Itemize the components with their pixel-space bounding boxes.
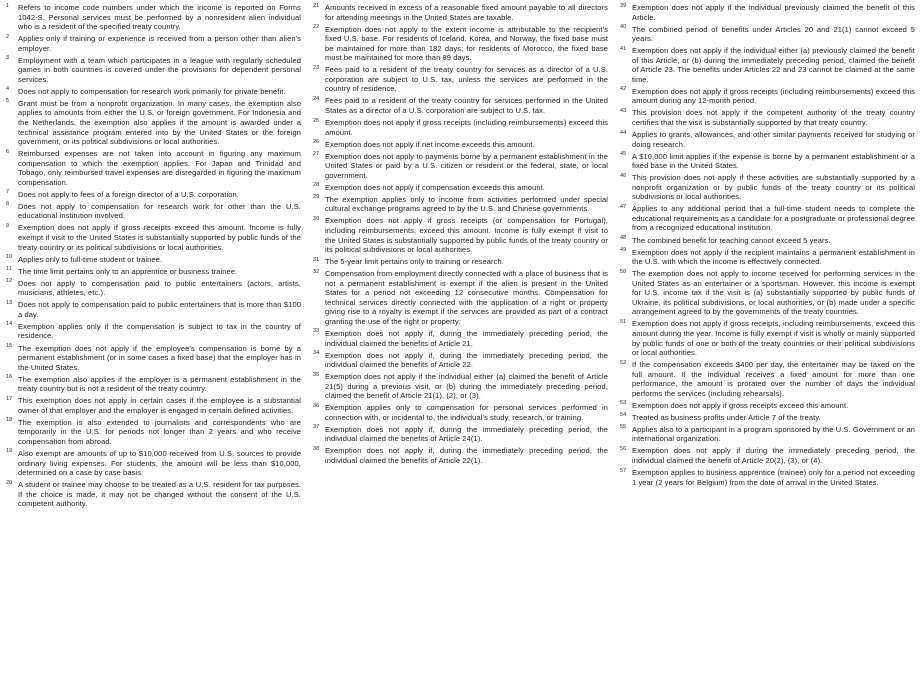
- footnote: [312, 96, 608, 115]
- footnote: [312, 372, 608, 401]
- footnote-number: 7: [6, 189, 10, 196]
- footnote-number: 57: [620, 467, 627, 474]
- footnote: [5, 375, 301, 394]
- footnote-text: Applies only to full-time student or trainee.: [18, 254, 163, 264]
- footnote-number: 23: [313, 64, 320, 71]
- footnote-text: The exemption is also extended to journalists and correspondents who are temporarily in the U.S. for periods not longer than 2 years and who receive compensation from abroad.: [18, 417, 301, 446]
- footnote: [619, 248, 915, 267]
- footnote-number: 28: [313, 182, 320, 189]
- footnote-number: 25: [313, 117, 320, 124]
- footnote-text: The combined benefit for teaching cannot exceed 5 years.: [632, 235, 831, 245]
- footnote-number: 12: [6, 278, 13, 285]
- footnote: [5, 300, 301, 319]
- footnote-number: 4: [6, 86, 10, 93]
- footnote: [619, 173, 915, 202]
- footnote-text: Refers to income code numbers under which the income is reported on Forms 1042-S. Personal services must be performed by a nonresident alien individual who is a resident of the specified treaty country.: [18, 3, 301, 32]
- footnote: [5, 418, 301, 447]
- footnote: [312, 257, 608, 267]
- footnote-number: 19: [6, 448, 13, 455]
- footnote-number: 48: [620, 235, 627, 242]
- footnote-text: The exemption does not apply if the employee's compensation is borne by a permanent establishment (or in some cases a fixed base) that the employer has in the United States.: [18, 343, 301, 372]
- footnote: [312, 216, 608, 254]
- footnote-text: Exemption applies only if the compensation is subject to tax in the country of residence.: [18, 321, 301, 341]
- footnote: [5, 3, 301, 32]
- footnote-text: Exemption does not apply if gross receipts (or compensation for Portugal), including reimbursements, exceed this amount. Income is fully exempt if visit to the United States is substantially supported by public funds of the treaty country or its political subdivisions or local authorities.: [325, 216, 608, 255]
- footnote-number: 16: [6, 374, 13, 381]
- footnote-text: Exemption does not apply if, during the immediately preceding period, the individual claimed the benefits of Article 22.: [325, 350, 608, 370]
- footnote-text: Fees paid to a resident of the treaty country for services as a director of a U.S. corporation are subject to U.S. tax, unless the services are performed in the country of residence.: [325, 65, 608, 94]
- footnote: [5, 255, 301, 265]
- footnote: [5, 267, 301, 277]
- footnote: [5, 449, 301, 478]
- footnote-number: 39: [620, 2, 627, 9]
- footnote: [619, 46, 915, 84]
- footnote-number: 43: [620, 107, 627, 114]
- footnote-number: 54: [620, 412, 627, 419]
- footnote-text: Exemption applies only to compensation for personal services performed in connection with, or incidental to, the individual's study, research, or training.: [325, 403, 608, 422]
- footnote: [312, 152, 608, 181]
- footnote-number: 17: [6, 395, 13, 402]
- footnote: [5, 202, 301, 221]
- footnote: [619, 204, 915, 233]
- footnote-number: 21: [313, 2, 320, 9]
- footnote-number: 20: [6, 479, 13, 486]
- footnote: [312, 446, 608, 465]
- footnote-number: 2: [6, 33, 10, 40]
- footnote-text: Exemption does not apply if, during the immediately preceding period, the individual claimed the benefits of Article 22(1).: [325, 446, 608, 466]
- footnote-number: 1: [6, 2, 10, 9]
- footnote-number: 27: [313, 151, 320, 158]
- footnote-text: Applies only if training or experience is received from a person other than alien's employer.: [18, 34, 301, 53]
- footnote-number: 56: [620, 445, 627, 452]
- footnote-number: 49: [620, 247, 627, 254]
- footnote-text: Exemption does not apply if the individual either (a) claimed the benefit of Article 21(5) during a previous visit, or (b) during the immediately preceding period, claimed the benefit of Article 21(1), (2), or (3).: [325, 372, 608, 401]
- footnote-number: 34: [313, 350, 320, 357]
- footnote-text: Reimbursed expenses are not taken into account in figuring any maximum compensation to which the exemption applies. For Japan and Trinidad and Tobago, only reimbursed travel expenses are disregarded in figuring the maximum compensation.: [18, 149, 301, 187]
- footnote-number: 47: [620, 203, 627, 210]
- footnote-number: 50: [620, 268, 627, 275]
- footnote-number: 31: [313, 256, 320, 263]
- footnote-text: Compensation from employment directly connected with a place of business that is not a permanent establishment is exempt if the alien is present in the United States for a period not exceeding 12 consecutive months. Compensation for technical services directly connected with the application of a right or property giving rise to a royalty is exempt if the services are provided as part of a contract granting the use of the right or property.: [325, 269, 608, 326]
- footnote-text: This provision does not apply if these activities are substantially supported by a nonprofit organization or by public funds of the treaty country or its political subdivisions or local authorities.: [632, 173, 915, 202]
- footnote-text: This exemption does not apply in certain cases if the employee is a substantial owner of that employer and the employer is engaged in certain defined activities.: [18, 396, 301, 415]
- footnote: [312, 425, 608, 444]
- footnote-text: Exemption does not apply if the individual either (a) previously claimed the benefit of this Article, or (b) during the immediately preceding period, claimed the benefit of Article 23. The benefits under Articles 22 and 23 cannot be claimed at the same time.: [632, 46, 915, 84]
- footnote: [5, 322, 301, 341]
- footnote-text: Exemption does not apply if, during the immediately preceding period, the individual claimed the benefits of Article 21.: [325, 328, 608, 348]
- footnote: [619, 468, 915, 487]
- footnote-number: 35: [313, 371, 320, 378]
- footnote-text: Grant must be from a nonprofit organization. In many cases, the exemption also applies to amounts from either the U.S. or foreign government. For Indonesia and the Netherlands, the exemption also applies if the amount is awarded under a technical assistance program entered into by the United States or the foreign government, or its political subdivisions or local authorities.: [18, 98, 301, 147]
- footnote-number: 3: [6, 55, 10, 62]
- footnote: [619, 236, 915, 246]
- footnote-number: 30: [313, 215, 320, 222]
- footnote: [5, 149, 301, 187]
- footnote: [312, 403, 608, 422]
- footnote-number: 29: [313, 194, 320, 201]
- footnote-text: Applies to grants, allowances, and other similar payments received for studying or doing research.: [632, 130, 915, 149]
- footnote-number: 6: [6, 148, 10, 155]
- footnote: [619, 319, 915, 357]
- footnote: [619, 3, 915, 22]
- footnote: [5, 34, 301, 53]
- footnote-number: 24: [313, 95, 320, 102]
- footnote-text: The exemption also applies if the employer is a permanent establishment in the treaty country but is not a resident of the treaty country.: [18, 374, 301, 394]
- footnote-text: The combined period of benefits under Articles 20 and 21(1) cannot exceed 5 years.: [632, 24, 915, 44]
- footnote-text: The exemption does not apply to income received for performing services in the United States as an entertainer or a sportsman. However, this income is exempt for U.S. income tax if the visit is (a) substantially supported by public funds of Ukraine, its political subdivisions, or local authorities, or (b) made under a specific arrangement agreed to by the governments of the treaty countries.: [632, 269, 915, 317]
- footnote-number: 10: [6, 254, 13, 261]
- footnote-text: Does not apply to compensation paid to public entertainers (actors, artists, musicians, athletes, etc.).: [18, 278, 301, 298]
- footnote-text: Amounts received in excess of a reasonable fixed amount payable to all directors for attending meetings in the United States are taxable.: [325, 3, 608, 22]
- footnote: [619, 108, 915, 127]
- footnote-number: 45: [620, 151, 627, 158]
- footnote-text: Does not apply to compensation paid to public entertainers that is more than $100 a day.: [18, 300, 301, 319]
- footnote-text: Does not apply to compensation for research work for other than the U.S. educational institution involved.: [18, 201, 301, 221]
- footnote-text: Exemption does not apply if compensation exceeds this amount.: [325, 182, 545, 192]
- footnote-text: Does not apply to fees of a foreign director of a U.S. corporation.: [18, 189, 239, 199]
- footnote: [619, 269, 915, 317]
- footnote-number: 8: [6, 201, 10, 208]
- footnote-number: 36: [313, 402, 320, 409]
- footnote: [5, 56, 301, 85]
- footnote-text: Exemption applies to business apprentice (trainee) only for a period not exceeding 1 year (2 years for Belgium) from the date of arrival in the United States.: [632, 468, 915, 487]
- footnote-number: 26: [313, 139, 320, 146]
- footnote: [312, 25, 608, 63]
- footnote-text: Exemption does not apply if, during the immediately preceding period, the individual claimed the benefits of Article 24(1).: [325, 424, 608, 444]
- footnote-number: 53: [620, 400, 627, 407]
- footnote-text: Exemption does not apply if gross receipts (including reimbursements) exceed this amount.: [325, 118, 608, 137]
- footnote-number: 33: [313, 328, 320, 335]
- footnote: [619, 446, 915, 465]
- footnote: [619, 25, 915, 44]
- footnote: [312, 3, 608, 22]
- footnote-column-3: [619, 3, 915, 689]
- footnote-text: If the compensation exceeds $400 per day, the entertainer may be taxed on the full amount. If the individual receives a fixed amount for more than one performance, the amount is prorated over the number of days the individual performs the services (including rehearsals).: [632, 360, 915, 398]
- footnote-number: 52: [620, 359, 627, 366]
- footnote: [5, 344, 301, 373]
- footnote: [312, 351, 608, 370]
- footnote: [312, 140, 608, 150]
- footnote-number: 32: [313, 268, 320, 275]
- footnote: [619, 87, 915, 106]
- footnote-text: Exemption does not apply if gross receipts, including reimbursements, exceed this amount during the year. Income is fully exempt if visit is wholly or mainly supported by public funds of one or both of the treaty countries or their political subdivisions or local authorities.: [632, 319, 915, 358]
- footnote-text: Exemption does not apply if net income exceeds this amount.: [325, 139, 535, 149]
- footnote-text: A $10,000 limit applies if the expense is borne by a permanent establishment or a fixed base in the United States.: [632, 151, 915, 171]
- footnote-number: 40: [620, 24, 627, 31]
- footnote: [5, 396, 301, 415]
- footnote: [312, 269, 608, 326]
- footnote-text: Treated as business profits under Article 7 of the treaty.: [632, 412, 821, 422]
- footnote-text: Exemption does not apply if during the immediately preceding period, the individual claimed the benefit of Article 20(2), (3), or (4).: [632, 446, 915, 466]
- footnote-number: 14: [6, 321, 13, 328]
- footnote-text: Fees paid to a resident of the treaty country for services performed in the United States as a director of a U.S. corporation are subject to U.S. tax.: [325, 96, 608, 115]
- footnote-number: 13: [6, 299, 13, 306]
- footnote-number: 5: [6, 98, 10, 105]
- footnote-number: 9: [6, 222, 10, 229]
- footnote-text: Exemption does not apply if gross receipts exceed this amount. Income is fully exempt if visit to the United States is substantially supported by public funds of the treaty country or its political subdivisions or local authorities.: [18, 223, 301, 252]
- footnote-number: 18: [6, 417, 13, 424]
- footnote-text: Exemption does not apply if the individual previously claimed the benefit of this Article.: [632, 3, 915, 22]
- footnote-text: A student or trainee may choose to be treated as a U.S. resident for tax purposes. If the choice is made, it may not be changed without the consent of the U.S. competent authority.: [18, 480, 301, 509]
- footnote: [5, 190, 301, 200]
- footnote: [619, 413, 915, 423]
- footnote: [619, 425, 915, 444]
- footnote-text: Exemption does not apply if gross receipts (including reimbursements) exceed this amount during any 12-month period.: [632, 86, 915, 106]
- footnote: [619, 360, 915, 398]
- footnote-number: 46: [620, 172, 627, 179]
- footnote: [312, 195, 608, 214]
- footnote: [5, 223, 301, 252]
- footnote: [619, 130, 915, 149]
- footnote-text: The time limit pertains only to an apprentice or business trainee.: [18, 266, 238, 276]
- footnote-text: Also exempt are amounts of up to $10,000 received from U.S. sources to provide ordinary living expenses. For students, the amount will be less than $10,000, determined on a case by case basis.: [18, 448, 301, 478]
- footnote-number: 41: [620, 45, 627, 52]
- footnote: [5, 480, 301, 509]
- footnote-number: 55: [620, 424, 627, 431]
- footnote-number: 22: [313, 24, 320, 31]
- footnote-text: Does not apply to compensation for research work primarily for private benefit.: [18, 86, 286, 96]
- footnote-number: 44: [620, 129, 627, 136]
- footnote: [312, 183, 608, 193]
- footnote-text: This provision does not apply if the competent authority of the treaty country certifies that the visit is substantially supported by that treaty country.: [632, 108, 915, 128]
- footnote-number: 42: [620, 86, 627, 93]
- footnote: [312, 65, 608, 94]
- footnote: [619, 401, 915, 411]
- footnote-number: 37: [313, 424, 320, 431]
- footnote-number: 51: [620, 318, 627, 325]
- footnote-text: Employment with a team which participates in a league with regularly scheduled games in both countries is covered under the provisions for dependent personal services.: [18, 55, 301, 84]
- footnote-column-2: [312, 3, 608, 689]
- footnote-text: The exemption applies only to income from activities performed under special cultural exchange programs agreed to by the U.S. and Chinese governments.: [325, 194, 608, 214]
- footnote-text: Exemption does not apply if the recipient maintains a permanent establishment in the U.S. with which the income is effectively connected.: [632, 247, 915, 267]
- footnote-text: Applies also to a participant in a program sponsored by the U.S. Government or an international organization.: [632, 424, 915, 444]
- footnote: [5, 99, 301, 147]
- footnote-text: Applies to any additional period that a full-time student needs to complete the educational requirements as a candidate for a postgraduate or professional degree from a recognized educational institution.: [632, 204, 915, 233]
- footnote-text: Exemption does not apply if gross receipts exceed this amount.: [632, 400, 849, 410]
- footnote-text: The 5-year limit pertains only to training or research.: [325, 257, 504, 267]
- footnote: [312, 329, 608, 348]
- footnote-text: Exemption does not apply to the extent income is attributable to the recipient's fixed U.S. base. For residents of Iceland, Korea, and Norway, the fixed base must be maintained for more than 182 days; for residents of Morocco, the fixed base must be maintained for more than 89 days.: [325, 24, 608, 63]
- footnote-text: Exemption does not apply to payments borne by a permanent establishment in the United States or paid by a U.S. citizen or resident or the federal, state, or local government.: [325, 151, 608, 180]
- footnote: [5, 87, 301, 97]
- footnote-column-1: [5, 3, 301, 689]
- footnote-number: 15: [6, 343, 13, 349]
- footnote-number: 11: [6, 266, 12, 273]
- footnote: [312, 118, 608, 137]
- footnote: [5, 279, 301, 298]
- footnote: [619, 152, 915, 171]
- footnote-number: 38: [313, 445, 320, 452]
